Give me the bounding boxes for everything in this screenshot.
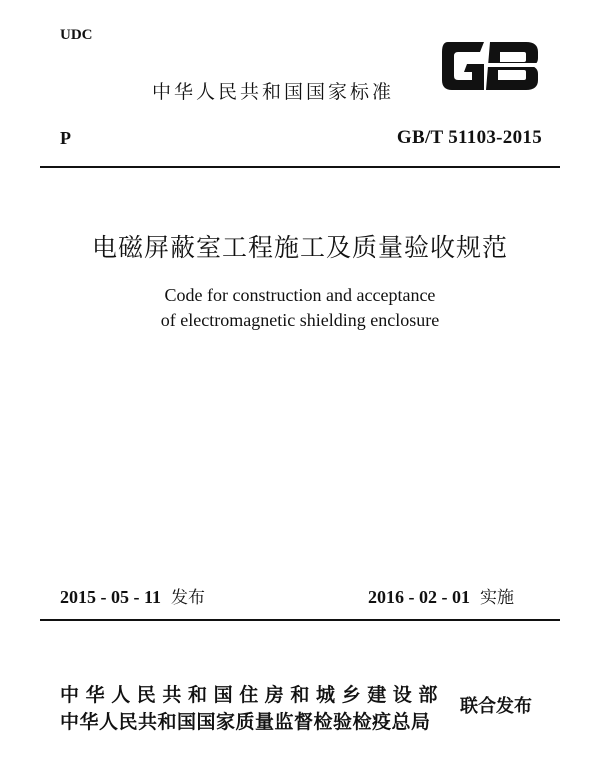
header-divider (40, 166, 560, 168)
udc-label: UDC (60, 27, 93, 43)
gb-logo (440, 38, 540, 94)
gb-logo-icon (440, 38, 540, 94)
joint-issue-label: 联合发布 (460, 696, 532, 717)
title-english-line-1: Code for construction and acceptance (164, 285, 436, 305)
issue-label: 发布 (171, 588, 205, 608)
implement-date: 2016 - 02 - 01 (368, 587, 470, 607)
issuer-administration: 中华人民共和国国家质量监督检验检疫总局 (60, 711, 431, 733)
issuer-ministry: 中华人民共和国住房和城乡建设部 (60, 684, 445, 706)
implement-label: 实施 (480, 588, 514, 608)
standard-number: GB/T 51103-2015 (396, 127, 542, 148)
national-standard-label: 中华人民共和国国家标准 (152, 81, 395, 103)
issue-date-block (60, 583, 205, 608)
footer-divider (40, 619, 560, 621)
title-english-line-2: of electromagnetic shielding enclosure (160, 310, 440, 330)
title-chinese: 电磁屏蔽室工程施工及质量验收规范 (91, 233, 508, 262)
implement-date-block (368, 583, 514, 608)
category-code: P (60, 128, 71, 148)
issue-date: 2015 - 05 - 11 (60, 587, 161, 607)
